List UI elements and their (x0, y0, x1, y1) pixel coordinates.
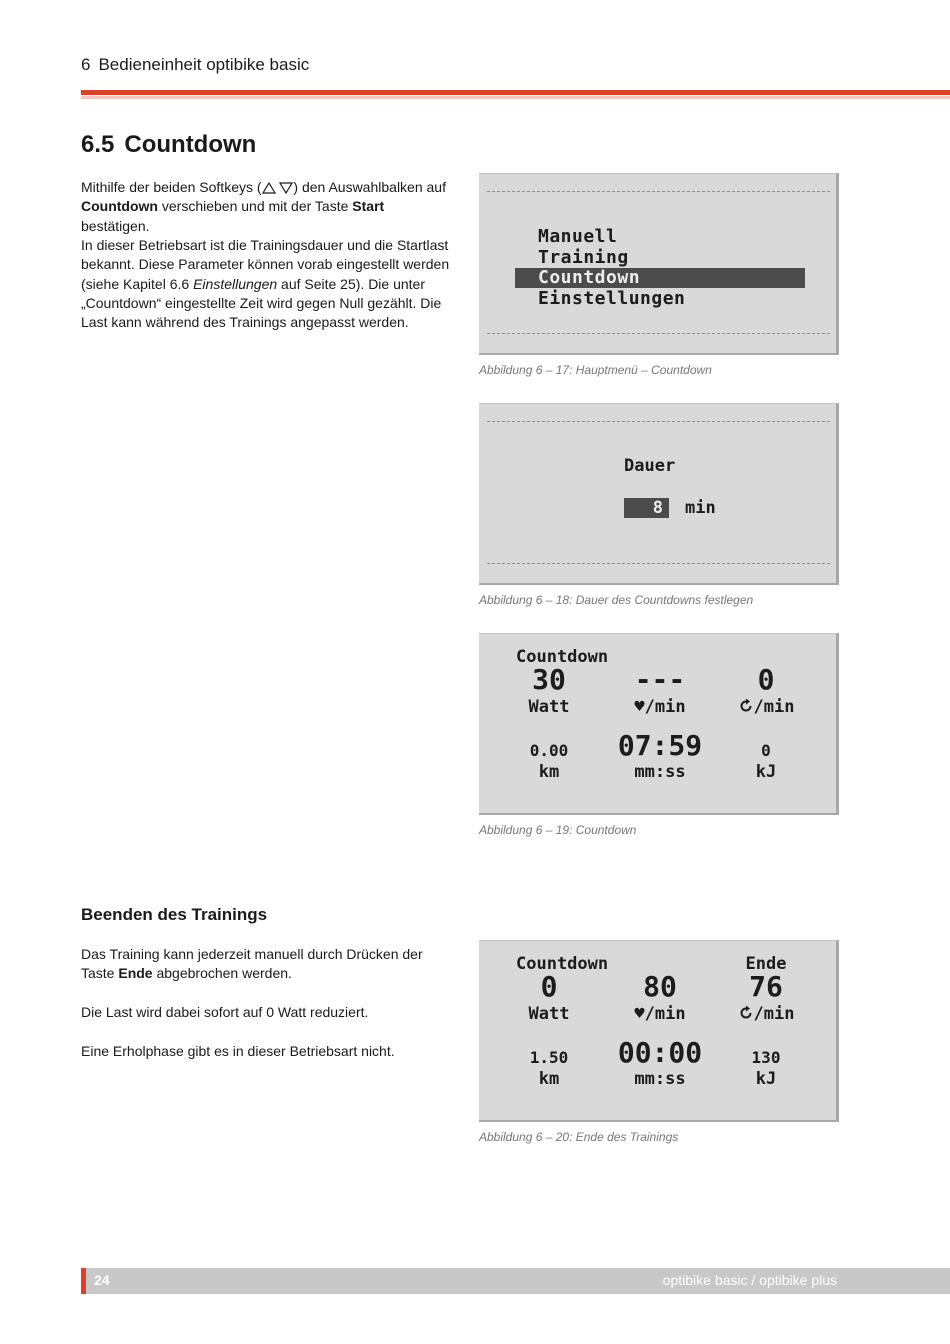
distance-unit: km (538, 1069, 560, 1089)
triangle-up-icon (262, 182, 276, 194)
footer-accent (81, 1268, 86, 1294)
menu-item-countdown-selected: Countdown (515, 268, 805, 288)
section-title: Countdown (124, 131, 257, 158)
heart-rate-unit: /min (644, 1004, 686, 1024)
lcd-dash-top (487, 421, 830, 422)
time-unit: mm:ss (634, 1069, 686, 1089)
intro-p2-line3a: (siehe Kapitel 6.6 (81, 275, 194, 292)
ending-paragraph-2: Die Last wird dabei sofort auf 0 Watt reduziert. (81, 1004, 369, 1020)
duration-unit: min (685, 498, 716, 518)
intro-p1-text-c: verschieben und mit der Taste (157, 198, 353, 215)
lcd-dash-bottom (487, 563, 830, 564)
cadence-unit: /min (753, 1004, 795, 1024)
distance-unit: km (538, 762, 560, 782)
ending-paragraph-3: Eine Erholphase gibt es in dieser Betriebsart nicht. (81, 1043, 395, 1059)
subheading-beenden: Beenden des Trainings (81, 905, 268, 924)
triangle-down-icon (279, 182, 293, 194)
time-unit: mm:ss (634, 762, 686, 782)
heart-rate-unit-wrap (612, 697, 708, 717)
ending-p1-bold-ende: Ende (118, 965, 153, 982)
footer-product-title: optibike basic / optibike plus (662, 1272, 837, 1288)
mode-label: Countdown (516, 954, 609, 974)
figure-caption-6-17: Abbildung 6 – 17: Hauptmenü – Countdown (479, 363, 712, 377)
cadence-unit-wrap (719, 697, 813, 717)
chapter-title: Bedieneinheit optibike basic (98, 55, 310, 74)
menu-item-training: Training (538, 247, 629, 268)
intro-p2-line4: „Countdown“ eingestellte Zeit wird gegen Null gezählt. Die (81, 294, 442, 311)
cadence-value: 76 (749, 970, 783, 1003)
ending-paragraph-1 (81, 945, 456, 984)
intro-p1-text-a: Mithilfe der beiden Softkeys ( (81, 179, 262, 195)
end-label: Ende (745, 954, 787, 974)
page-number: 24 (94, 1272, 110, 1288)
header-rule-red (81, 90, 950, 95)
energy-unit: kJ (755, 1069, 777, 1089)
lcd-main-menu (479, 173, 839, 355)
intro-p2-line1: In dieser Betriebsart ist die Trainingsdauer und die Startlast (81, 237, 449, 253)
menu-item-manuell: Manuell (538, 226, 618, 247)
heart-rate-value: 80 (643, 970, 677, 1003)
watt-unit: Watt (528, 697, 570, 717)
energy-unit: kJ (755, 762, 777, 782)
intro-p1-text-b: ) den Auswahlbalken auf (293, 179, 446, 195)
cadence-rotate-icon (738, 1005, 754, 1021)
intro-p2-line5: Last kann während des Trainings angepasst werden. (81, 314, 409, 331)
duration-label: Dauer (624, 456, 676, 476)
cadence-value: 0 (757, 663, 775, 696)
section-heading (81, 131, 256, 159)
lcd-training-end (479, 940, 839, 1122)
watt-value: 0 (540, 970, 558, 1003)
intro-p1-bold-start: Start (352, 198, 385, 215)
heart-rate-unit: /min (644, 697, 686, 717)
intro-p2-italic-einstellungen: Einstellungen (193, 275, 278, 292)
duration-value-field: 8 (624, 498, 669, 518)
intro-p2-line2: bekannt. Diese Parameter können vorab eingestellt werden (81, 256, 450, 273)
header-rule-light (81, 96, 950, 99)
lcd-countdown-running (479, 633, 839, 815)
energy-value: 130 (751, 1048, 781, 1067)
intro-p2-line3b: auf Seite 25). Die unter (277, 275, 426, 292)
intro-paragraph-1 (81, 178, 456, 236)
lcd-dash-bottom (487, 333, 830, 334)
distance-value: 1.50 (529, 1048, 569, 1067)
ending-p1-line2a: Taste (81, 965, 119, 982)
intro-paragraph-2 (81, 236, 456, 332)
intro-p1-text-d: bestätigen. (81, 217, 150, 234)
figure-caption-6-19: Abbildung 6 – 19: Countdown (479, 823, 637, 837)
heart-rate-unit-wrap (612, 1004, 708, 1024)
time-value: 07:59 (617, 729, 703, 762)
figure-caption-6-20: Abbildung 6 – 20: Ende des Trainings (479, 1130, 679, 1144)
distance-value: 0.00 (529, 741, 569, 760)
lcd-duration (479, 403, 839, 585)
intro-p1-bold-countdown: Countdown (81, 198, 158, 215)
chapter-number: 6 (81, 55, 91, 74)
ending-p1-line2b: abgebrochen werden. (152, 965, 292, 982)
cadence-rotate-icon (738, 698, 754, 714)
mode-label: Countdown (516, 647, 609, 667)
section-number: 6.5 (81, 131, 115, 158)
ending-p1-line1: Das Training kann jederzeit manuell durch Drücken der (81, 946, 423, 962)
cadence-unit: /min (753, 697, 795, 717)
menu-item-einstellungen: Einstellungen (538, 288, 686, 309)
lcd-dash-top (487, 191, 830, 192)
cadence-unit-wrap (719, 1004, 813, 1024)
heart-icon: ♥ (634, 697, 645, 717)
time-value: 00:00 (617, 1036, 703, 1069)
running-header (81, 55, 309, 75)
watt-unit: Watt (528, 1004, 570, 1024)
heart-icon: ♥ (634, 1004, 645, 1024)
watt-value: 30 (532, 663, 566, 696)
heart-rate-value: --- (634, 663, 686, 696)
figure-caption-6-18: Abbildung 6 – 18: Dauer des Countdowns festlegen (479, 593, 754, 607)
energy-value: 0 (761, 741, 771, 760)
